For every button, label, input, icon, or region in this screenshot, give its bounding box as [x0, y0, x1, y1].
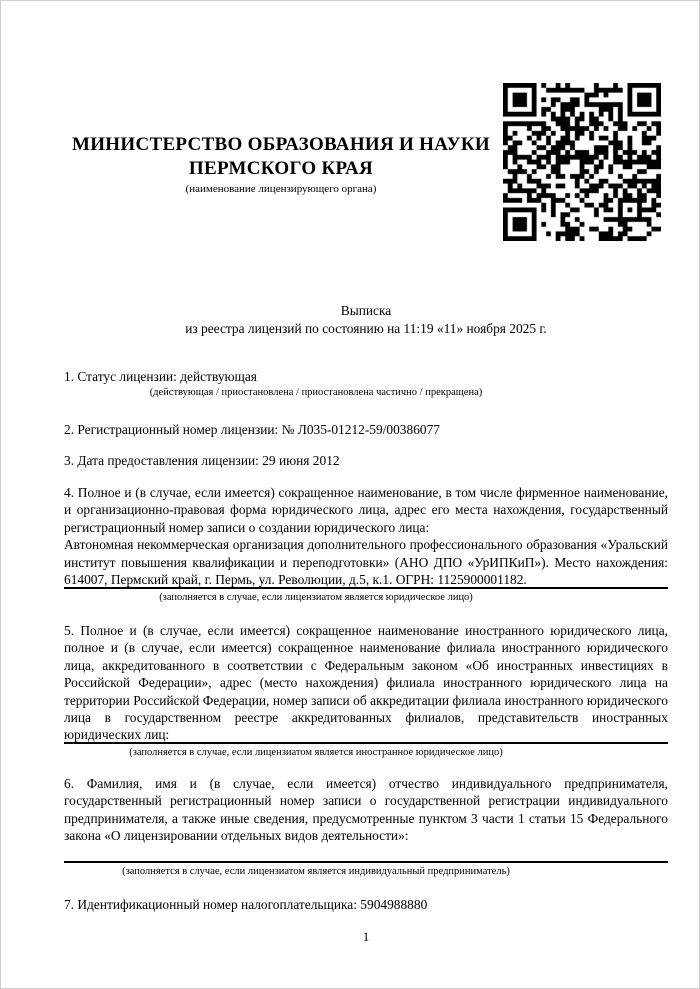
taxpayer-number-text: 7. Идентификационный номер налогоплательщика: 5904988880	[64, 897, 428, 912]
foreign-entity-caption: (заполняется в случае, если лицензиатом является иностранное юридическое лицо)	[129, 747, 503, 758]
individual-entrepreneur-rule	[64, 861, 668, 863]
individual-entrepreneur-label: 6. Фамилия, имя и (в случае, если имеется) отчество индивидуального предпринимателя, государственный регистрационный номер записи о государственной регистрации индивидуального предпринимателя, а также иные сведения, предусмотренные пунктом 3 части 1 статьи 15 Федерального закона «О лицензировании отдельных видов деятельности»:	[64, 776, 668, 844]
qr-code	[503, 83, 661, 241]
registration-number-text: 2. Регистрационный номер лицензии: № Л035-01212-59/00386077	[64, 422, 440, 437]
section-individual-entrepreneur	[64, 775, 668, 885]
legal-entity-caption: (заполняется в случае, если лицензиатом является юридическое лицо)	[159, 592, 473, 603]
foreign-entity-label: 5. Полное и (в случае, если имеется) сокращенное наименование иностранного юридического лица, полное и (в случае, если имеется) сокращенное наименование филиала иностранного юридического лица, аккредитованного в соответствии с Федеральным законом «Об иностранных инвестициях в Российской Федерации», адрес (место нахождения) филиала иностранного юридического лица на территории Российской Федерации, номер записи об аккредитации филиала иностранного юридического лица в государственном реестре аккредитованных филиалов, представительств иностранных юридических лиц:	[64, 623, 668, 743]
grant-date-text: 3. Дата предоставления лицензии: 29 июня 2012	[64, 453, 340, 468]
section-foreign-entity	[64, 622, 668, 767]
licensing-authority-caption: (наименование лицензирующего органа)	[185, 183, 377, 195]
document-header	[64, 133, 498, 196]
page-number: 1	[362, 929, 370, 944]
section-taxpayer-number	[64, 896, 668, 916]
section-grant-date	[64, 452, 668, 472]
document-title	[64, 302, 668, 338]
section-legal-entity	[64, 484, 668, 609]
section-registration-number	[64, 421, 668, 441]
foreign-entity-rule	[64, 742, 668, 744]
legal-entity-rule	[64, 587, 668, 589]
ministry-name	[64, 133, 498, 181]
ministry-name-line1: МИНИСТЕРСТВО ОБРАЗОВАНИЯ И НАУКИ	[71, 134, 491, 155]
title-line2: из реестра лицензий по состоянию на 11:19 «11» ноября 2025 г.	[185, 321, 547, 336]
legal-entity-label: 4. Полное и (в случае, если имеется) сокращенное наименование, в том числе фирменное наименование, и организационно-правовая форма юридического лица, адрес его места нахождения, государственный регистрационный номер записи о создании юридического лица:	[64, 485, 668, 535]
section-license-status	[64, 368, 668, 408]
license-status-options-caption: (действующая / приостановлена / приостановлена частично / прекращена)	[149, 387, 483, 399]
legal-entity-value: Автономная некоммерческая организация дополнительного профессионального образования «Уральский институт повышения квалификации и переподготовки» (АНО ДПО «УрИПКиП»). Место нахождения: 614007, Пермский край, г. Пермь, ул. Революции, д.5, к.1. ОГРН: 1125900001182.	[64, 537, 668, 588]
ministry-name-line2: ПЕРМСКОГО КРАЯ	[188, 158, 374, 179]
license-status-text: 1. Статус лицензии: действующая	[64, 369, 257, 384]
title-line1: Выписка	[340, 303, 392, 318]
individual-entrepreneur-caption: (заполняется в случае, если лицензиатом является индивидуальный предприниматель)	[122, 866, 510, 877]
